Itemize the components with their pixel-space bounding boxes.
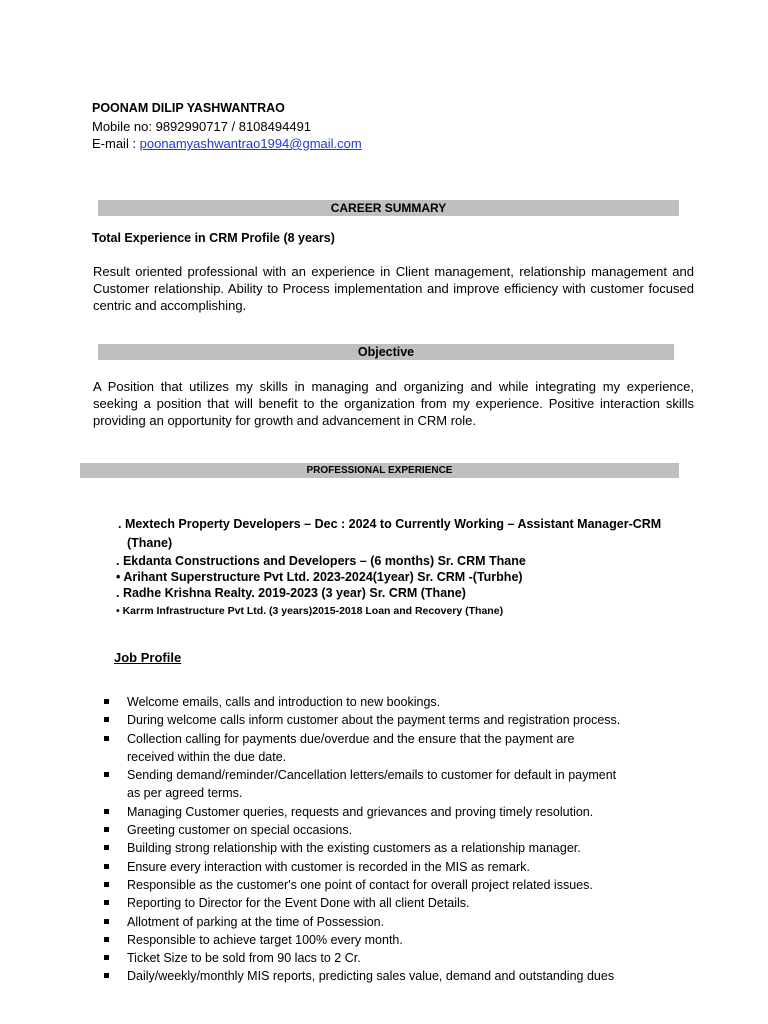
- square-bullet-icon: [104, 717, 109, 722]
- square-bullet-icon: [104, 827, 109, 832]
- square-bullet-icon: [104, 772, 109, 777]
- career-summary-heading: CAREER SUMMARY: [98, 200, 679, 216]
- experience-item: . Ekdanta Constructions and Developers – (6 months) Sr. CRM Thane: [116, 554, 526, 568]
- square-bullet-icon: [104, 845, 109, 850]
- list-item-text: Welcome emails, calls and introduction to new bookings.: [127, 695, 441, 709]
- square-bullet-icon: [104, 809, 109, 814]
- list-item: [104, 711, 624, 729]
- list-item-text: Responsible to achieve target 100% every month.: [127, 932, 403, 947]
- square-bullet-icon: [104, 736, 109, 741]
- list-item: [104, 931, 624, 949]
- square-bullet-icon: [104, 919, 109, 924]
- experience-item: (Thane): [127, 536, 173, 550]
- list-item-text: Ensure every interaction with customer is recorded in the MIS as remark.: [127, 859, 530, 874]
- list-item-text: Sending demand/reminder/Cancellation letters/emails to customer for default in payment as per agreed terms.: [127, 768, 617, 801]
- list-item: [104, 803, 624, 821]
- job-profile-title: Job Profile: [114, 650, 182, 665]
- list-item: [104, 858, 624, 876]
- mobile-line: Mobile no: 9892990717 / 8108494491: [92, 119, 312, 134]
- list-item-text: Allotment of parking at the time of Possession.: [127, 914, 385, 929]
- list-item: [104, 949, 624, 967]
- job-profile-heading: [104, 650, 181, 665]
- list-item-text: Building strong relationship with the existing customers as a relationship manager.: [127, 841, 581, 856]
- email-link[interactable]: poonamyashwantrao1994@gmail.com: [139, 136, 362, 151]
- list-item: [104, 913, 624, 931]
- square-bullet-icon: [104, 699, 109, 704]
- list-item: [104, 766, 624, 803]
- total-experience: Total Experience in CRM Profile (8 years): [92, 231, 335, 245]
- email-line: [92, 136, 362, 151]
- list-item: [104, 967, 624, 985]
- list-item: [104, 730, 624, 767]
- list-item: [104, 821, 624, 839]
- objective-text: A Position that utilizes my skills in managing and organizing and while integrating my experience, seeking a position that will benefit to the organization from my experience. Positive interaction skills providing an opportunity for growth and advancement in CRM role.: [93, 379, 694, 428]
- list-item: [104, 894, 624, 912]
- experience-item: • Karrm Infrastructure Pvt Ltd. (3 years)2015-2018 Loan and Recovery (Thane): [116, 605, 504, 617]
- list-item-text: Responsible as the customer's one point of contact for overall project related issues.: [127, 877, 593, 892]
- list-item-text: Managing Customer queries, requests and grievances and proving timely resolution.: [127, 804, 594, 819]
- list-item-text: Ticket Size to be sold from 90 lacs to 2 Cr.: [127, 951, 361, 966]
- square-bullet-icon: [104, 937, 109, 942]
- list-item-text: Daily/weekly/monthly MIS reports, predicting sales value, demand and outstanding dues: [127, 969, 615, 984]
- square-bullet-icon: [104, 882, 109, 887]
- experience-item: • Arihant Superstructure Pvt Ltd. 2023-2024(1year) Sr. CRM -(Turbhe): [116, 570, 523, 584]
- email-label: E-mail :: [92, 136, 140, 151]
- job-profile-list: [104, 693, 624, 986]
- list-item-text: Greeting customer on special occasions.: [127, 823, 353, 838]
- objective-heading: Objective: [98, 344, 674, 360]
- list-item-text: During welcome calls inform customer about the payment terms and registration process.: [127, 713, 621, 728]
- career-summary-text: Result oriented professional with an experience in Client management, relationship management and Customer relationship. Ability to Process implementation and improve efficiency with customer focused centric and accomplishing.: [93, 264, 694, 313]
- list-item: [104, 693, 624, 711]
- square-bullet-icon: [104, 955, 109, 960]
- candidate-name: POONAM DILIP YASHWANTRAO: [92, 101, 285, 115]
- list-item-text: Reporting to Director for the Event Done with all client Details.: [127, 896, 470, 911]
- list-item: [104, 876, 624, 894]
- square-bullet-icon: [104, 973, 109, 978]
- professional-experience-heading: PROFESSIONAL EXPERIENCE: [80, 463, 679, 478]
- experience-item: . Mextech Property Developers – Dec : 2024 to Currently Working – Assistant Manager-CRM: [118, 517, 662, 531]
- experience-item: . Radhe Krishna Realty. 2019-2023 (3 year) Sr. CRM (Thane): [116, 586, 466, 600]
- list-item-text: Collection calling for payments due/overdue and the ensure that the payment are received within the due date.: [127, 731, 575, 764]
- square-bullet-icon: [104, 864, 109, 869]
- list-item: [104, 839, 624, 857]
- square-bullet-icon: [104, 900, 109, 905]
